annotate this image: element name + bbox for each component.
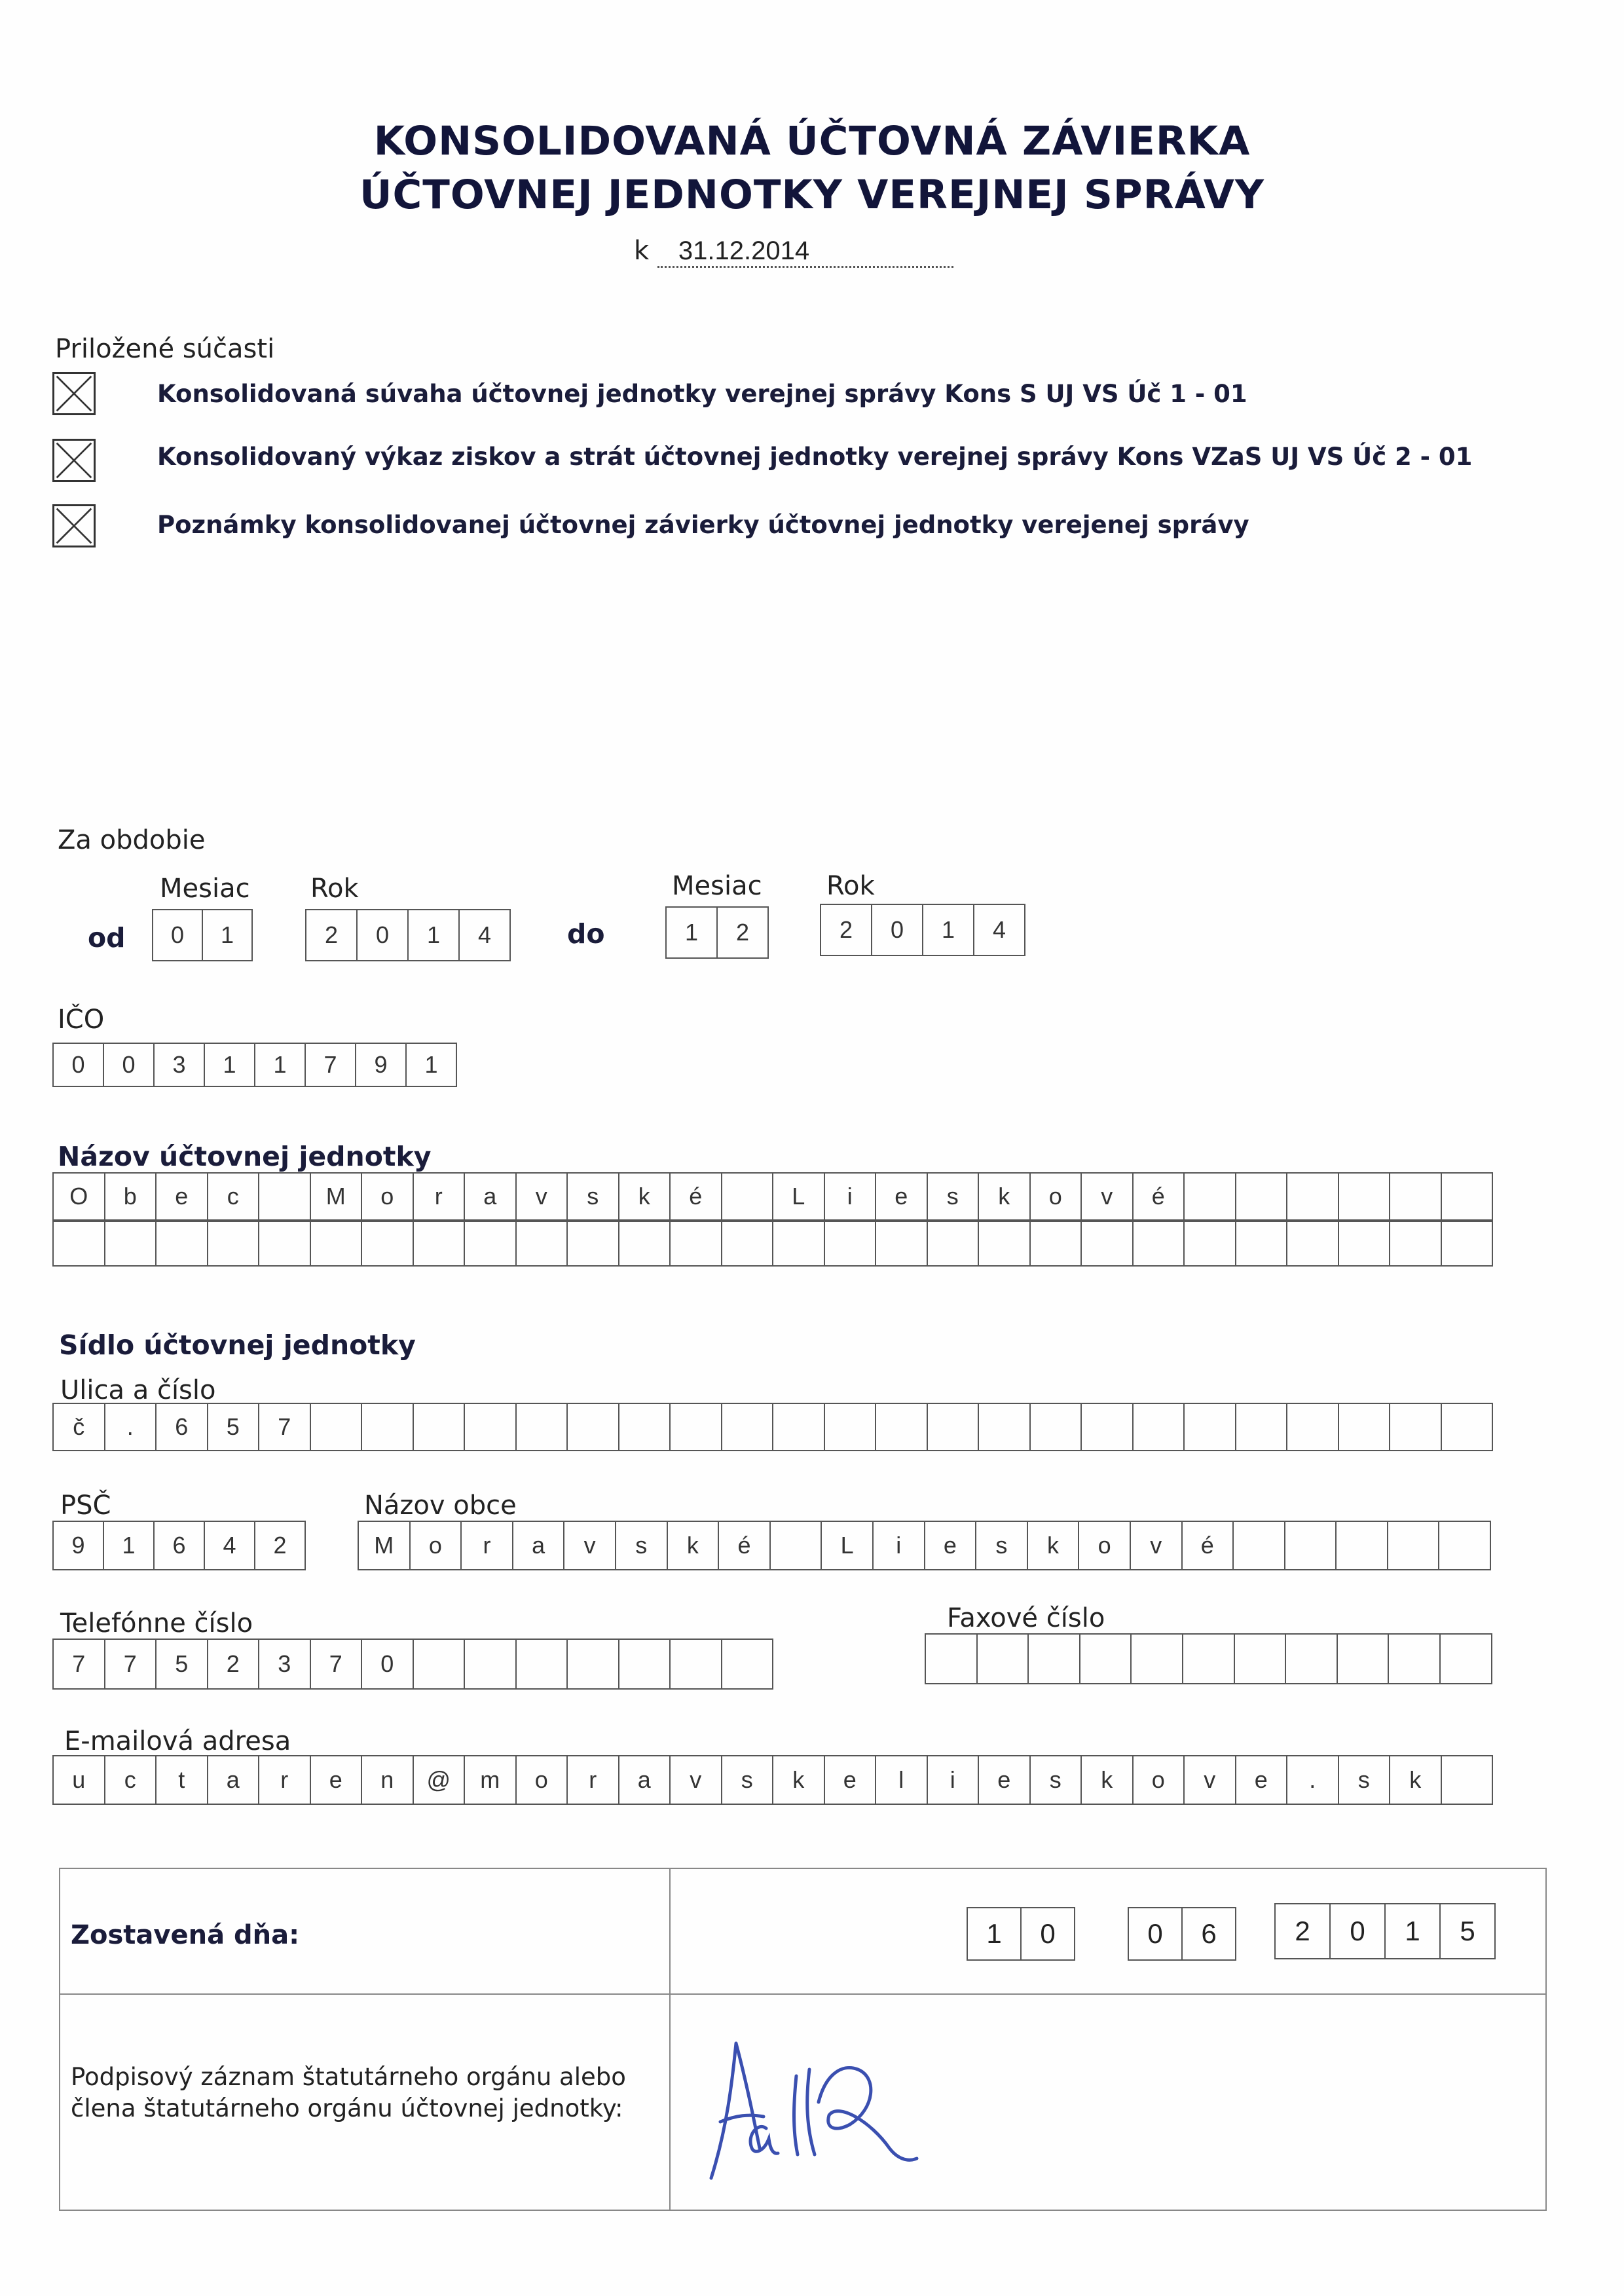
char-box[interactable] xyxy=(722,1222,774,1265)
char-box[interactable]: 1 xyxy=(255,1044,306,1086)
char-box[interactable] xyxy=(1389,1635,1441,1683)
char-box[interactable]: 6 xyxy=(157,1404,208,1450)
fax-label: Faxové číslo xyxy=(947,1603,1105,1633)
handwritten-signature xyxy=(681,2024,930,2187)
entity-name-row-1[interactable] xyxy=(52,1172,1493,1221)
char-box[interactable] xyxy=(1439,1522,1491,1569)
char-box[interactable]: e xyxy=(825,1756,877,1804)
char-box[interactable] xyxy=(1031,1222,1082,1265)
char-box[interactable]: e xyxy=(1236,1756,1288,1804)
char-box[interactable] xyxy=(1029,1635,1080,1683)
char-box[interactable]: k xyxy=(1028,1522,1080,1569)
char-box[interactable]: 7 xyxy=(306,1044,356,1086)
char-box[interactable] xyxy=(259,1174,311,1219)
attachment-label-2: Konsolidovaný výkaz ziskov a strát účtovnej jednotky verejnej správy Kons VZaS UJ VS Úč 2 - 01 xyxy=(157,443,1473,471)
to-label: do xyxy=(567,918,605,950)
char-box[interactable]: i xyxy=(874,1522,925,1569)
char-box[interactable]: 2 xyxy=(1276,1904,1331,1958)
char-box[interactable]: e xyxy=(311,1756,363,1804)
char-box[interactable] xyxy=(1339,1404,1391,1450)
char-box[interactable] xyxy=(671,1404,722,1450)
from-year-boxes[interactable] xyxy=(305,909,511,961)
char-box[interactable]: k xyxy=(668,1522,720,1569)
char-box[interactable]: l xyxy=(876,1756,928,1804)
char-box[interactable]: é xyxy=(671,1174,722,1219)
char-box[interactable]: 0 xyxy=(1331,1904,1386,1958)
closing-date-value: 31.12.2014 xyxy=(657,236,953,268)
compiled-year-boxes[interactable] xyxy=(1274,1903,1496,1959)
char-box[interactable]: 9 xyxy=(356,1044,407,1086)
char-box[interactable]: v xyxy=(1131,1522,1183,1569)
char-box[interactable] xyxy=(773,1404,825,1450)
char-box[interactable] xyxy=(1442,1756,1494,1804)
char-box[interactable] xyxy=(157,1222,208,1265)
char-box[interactable] xyxy=(1337,1522,1388,1569)
char-box[interactable] xyxy=(1286,1635,1338,1683)
char-box[interactable]: 1 xyxy=(968,1908,1022,1959)
title-line-2: ÚČTOVNEJ JEDNOTKY VEREJNEJ SPRÁVY xyxy=(359,172,1265,218)
char-box[interactable] xyxy=(105,1222,157,1265)
checkmark-x-icon xyxy=(54,374,94,413)
char-box[interactable]: i xyxy=(928,1756,980,1804)
phone-boxes[interactable] xyxy=(52,1639,773,1690)
char-box[interactable] xyxy=(517,1640,568,1688)
char-box[interactable]: o xyxy=(362,1174,414,1219)
char-box[interactable] xyxy=(362,1222,414,1265)
street-label: Ulica a číslo xyxy=(60,1375,216,1405)
char-box[interactable]: k xyxy=(619,1174,671,1219)
char-box[interactable] xyxy=(311,1404,363,1450)
char-box[interactable]: 1 xyxy=(407,1044,457,1086)
char-box[interactable] xyxy=(671,1640,722,1688)
char-box[interactable]: e xyxy=(925,1522,977,1569)
char-box[interactable]: @ xyxy=(414,1756,466,1804)
checkmark-x-icon xyxy=(54,506,94,546)
char-box[interactable] xyxy=(1234,1522,1285,1569)
char-box[interactable]: s xyxy=(928,1174,980,1219)
compiled-month-boxes[interactable] xyxy=(1128,1907,1236,1961)
char-box[interactable] xyxy=(619,1640,671,1688)
compiled-label: Zostavená dňa: xyxy=(71,1920,300,1950)
char-box[interactable] xyxy=(1082,1404,1134,1450)
section-divider-vertical xyxy=(669,1868,671,2211)
char-box[interactable]: v xyxy=(671,1756,722,1804)
char-box[interactable] xyxy=(1183,1635,1235,1683)
char-box[interactable] xyxy=(671,1222,722,1265)
closing-date-line xyxy=(634,236,953,268)
char-box[interactable]: é xyxy=(719,1522,771,1569)
char-box[interactable] xyxy=(1442,1404,1494,1450)
char-box[interactable]: k xyxy=(1390,1756,1442,1804)
char-box[interactable]: v xyxy=(564,1522,616,1569)
char-box[interactable]: 3 xyxy=(259,1640,311,1688)
char-box[interactable]: 6 xyxy=(1183,1908,1236,1959)
char-box[interactable]: é xyxy=(1134,1174,1185,1219)
char-box[interactable]: 1 xyxy=(1386,1904,1441,1958)
char-box[interactable]: 0 xyxy=(104,1044,155,1086)
char-box[interactable]: O xyxy=(54,1174,105,1219)
char-box[interactable]: s xyxy=(722,1756,774,1804)
char-box[interactable] xyxy=(1390,1222,1442,1265)
char-box[interactable] xyxy=(1082,1222,1134,1265)
psc-boxes[interactable] xyxy=(52,1521,306,1570)
char-box[interactable] xyxy=(825,1404,877,1450)
char-box[interactable]: k xyxy=(773,1756,825,1804)
closing-date-prefix: k xyxy=(634,236,650,266)
char-box[interactable]: r xyxy=(414,1174,466,1219)
signature-label-line-2: člena štatutárneho orgánu účtovnej jednotky: xyxy=(71,2094,623,2122)
char-box[interactable]: e xyxy=(157,1174,208,1219)
town-boxes[interactable] xyxy=(358,1521,1491,1570)
section-divider-horizontal xyxy=(59,1993,1547,1995)
char-box[interactable]: v xyxy=(1082,1174,1134,1219)
char-box[interactable]: . xyxy=(1287,1756,1339,1804)
char-box[interactable]: u xyxy=(54,1756,105,1804)
char-box[interactable] xyxy=(979,1222,1031,1265)
char-box[interactable] xyxy=(208,1222,260,1265)
char-box[interactable]: o xyxy=(411,1522,462,1569)
char-box[interactable] xyxy=(517,1404,568,1450)
char-box[interactable] xyxy=(1134,1222,1185,1265)
char-box[interactable]: 0 xyxy=(54,1044,104,1086)
char-box[interactable] xyxy=(825,1222,877,1265)
char-box[interactable] xyxy=(1285,1522,1337,1569)
char-box[interactable]: k xyxy=(1082,1756,1134,1804)
char-box[interactable]: L xyxy=(822,1522,874,1569)
char-box[interactable]: a xyxy=(465,1174,517,1219)
char-box[interactable] xyxy=(259,1222,311,1265)
char-box[interactable] xyxy=(1185,1404,1236,1450)
char-box[interactable]: . xyxy=(105,1404,157,1450)
char-box[interactable]: M xyxy=(359,1522,411,1569)
attachment-label-3: Poznámky konsolidovanej účtovnej závierky účtovnej jednotky verejenej správy xyxy=(157,511,1249,539)
phone-label: Telefónne číslo xyxy=(60,1608,253,1639)
char-box[interactable]: 0 xyxy=(358,910,409,960)
char-box[interactable] xyxy=(1338,1635,1390,1683)
char-box[interactable]: o xyxy=(1031,1174,1082,1219)
char-box[interactable]: i xyxy=(825,1174,877,1219)
char-box[interactable]: c xyxy=(105,1756,157,1804)
entity-name-label: Názov účtovnej jednotky xyxy=(58,1141,432,1172)
char-box[interactable]: 5 xyxy=(157,1640,208,1688)
char-box[interactable] xyxy=(517,1222,568,1265)
signature-label-line-1: Podpisový záznam štatutárneho orgánu alebo xyxy=(71,2063,626,2091)
char-box[interactable]: 5 xyxy=(208,1404,260,1450)
char-box[interactable]: e xyxy=(979,1756,1031,1804)
char-box[interactable] xyxy=(1134,1404,1185,1450)
char-box[interactable]: L xyxy=(773,1174,825,1219)
street-boxes[interactable] xyxy=(52,1403,1493,1451)
char-box[interactable]: 6 xyxy=(155,1522,205,1569)
char-box[interactable] xyxy=(876,1404,928,1450)
char-box[interactable] xyxy=(1390,1174,1442,1219)
char-box[interactable]: 7 xyxy=(54,1640,105,1688)
period-heading: Za obdobie xyxy=(58,825,206,855)
char-box[interactable]: o xyxy=(517,1756,568,1804)
char-box[interactable]: v xyxy=(517,1174,568,1219)
char-box[interactable]: r xyxy=(259,1756,311,1804)
char-box[interactable]: 0 xyxy=(1022,1908,1075,1959)
char-box[interactable]: k xyxy=(979,1174,1031,1219)
char-box[interactable]: r xyxy=(568,1756,619,1804)
char-box[interactable]: 1 xyxy=(923,905,974,955)
attachment-label-1: Konsolidovaná súvaha účtovnej jednotky verejnej správy Kons S UJ VS Úč 1 - 01 xyxy=(157,380,1247,408)
char-box[interactable]: 0 xyxy=(872,905,923,955)
char-box[interactable] xyxy=(1339,1174,1391,1219)
char-box[interactable] xyxy=(1080,1635,1132,1683)
char-box[interactable]: 9 xyxy=(54,1522,104,1569)
char-box[interactable] xyxy=(414,1640,466,1688)
email-label: E-mailová adresa xyxy=(64,1726,291,1756)
attachments-heading: Priložené súčasti xyxy=(55,334,275,364)
char-box[interactable]: t xyxy=(157,1756,208,1804)
to-month-boxes[interactable] xyxy=(665,906,769,959)
char-box[interactable] xyxy=(1442,1174,1494,1219)
char-box[interactable] xyxy=(771,1522,822,1569)
char-box[interactable] xyxy=(568,1222,619,1265)
char-box[interactable]: s xyxy=(616,1522,668,1569)
to-year-boxes[interactable] xyxy=(820,904,1025,956)
char-box[interactable]: o xyxy=(1079,1522,1131,1569)
char-box[interactable] xyxy=(1339,1222,1391,1265)
char-box[interactable] xyxy=(54,1222,105,1265)
char-box[interactable] xyxy=(1236,1174,1288,1219)
char-box[interactable]: 4 xyxy=(974,905,1025,955)
char-box[interactable]: n xyxy=(362,1756,414,1804)
char-box[interactable] xyxy=(619,1404,671,1450)
char-box[interactable]: 2 xyxy=(208,1640,260,1688)
seat-heading: Sídlo účtovnej jednotky xyxy=(59,1329,416,1361)
char-box[interactable]: 7 xyxy=(259,1404,311,1450)
char-box[interactable] xyxy=(568,1404,619,1450)
char-box[interactable] xyxy=(773,1222,825,1265)
char-box[interactable] xyxy=(1236,1222,1288,1265)
char-box[interactable]: 1 xyxy=(409,910,460,960)
char-box[interactable] xyxy=(568,1640,619,1688)
char-box[interactable] xyxy=(722,1404,774,1450)
char-box[interactable] xyxy=(722,1640,774,1688)
char-box[interactable]: 1 xyxy=(667,908,718,957)
char-box[interactable]: 4 xyxy=(460,910,511,960)
char-box[interactable] xyxy=(979,1404,1031,1450)
ico-boxes[interactable] xyxy=(52,1043,457,1087)
char-box[interactable] xyxy=(1390,1404,1442,1450)
char-box[interactable]: 2 xyxy=(718,908,769,957)
char-box[interactable]: č xyxy=(54,1404,105,1450)
char-box[interactable]: a xyxy=(619,1756,671,1804)
char-box[interactable]: o xyxy=(1134,1756,1185,1804)
char-box[interactable] xyxy=(978,1635,1029,1683)
char-box[interactable]: 2 xyxy=(306,910,358,960)
char-box[interactable] xyxy=(465,1222,517,1265)
char-box[interactable]: a xyxy=(513,1522,565,1569)
char-box[interactable] xyxy=(414,1404,466,1450)
checkmark-x-icon xyxy=(54,441,94,480)
compiled-day-boxes[interactable] xyxy=(967,1907,1075,1961)
attachment-checkbox-3[interactable] xyxy=(52,504,96,547)
char-box[interactable]: 3 xyxy=(155,1044,205,1086)
char-box[interactable] xyxy=(311,1222,363,1265)
town-label: Názov obce xyxy=(364,1491,517,1521)
char-box[interactable]: m xyxy=(465,1756,517,1804)
from-label: od xyxy=(88,922,126,954)
char-box[interactable] xyxy=(1442,1222,1494,1265)
char-box[interactable] xyxy=(928,1222,980,1265)
char-box[interactable] xyxy=(1031,1404,1082,1450)
char-box[interactable]: s xyxy=(976,1522,1028,1569)
char-box[interactable] xyxy=(619,1222,671,1265)
char-box[interactable]: 4 xyxy=(205,1522,255,1569)
char-box[interactable] xyxy=(362,1404,414,1450)
from-month-boxes[interactable] xyxy=(152,909,253,961)
from-year-label: Rok xyxy=(310,874,359,904)
char-box[interactable]: c xyxy=(208,1174,260,1219)
attachment-checkbox-2[interactable] xyxy=(52,439,96,482)
char-box[interactable]: 1 xyxy=(104,1522,155,1569)
char-box[interactable]: s xyxy=(568,1174,619,1219)
char-box[interactable]: 0 xyxy=(153,910,203,960)
attachment-checkbox-1[interactable] xyxy=(52,372,96,415)
from-month-label: Mesiac xyxy=(160,874,250,904)
char-box[interactable]: v xyxy=(1185,1756,1236,1804)
email-boxes[interactable] xyxy=(52,1755,1493,1805)
char-box[interactable]: 5 xyxy=(1441,1904,1496,1958)
char-box[interactable] xyxy=(926,1635,978,1683)
char-box[interactable]: r xyxy=(462,1522,513,1569)
char-box[interactable]: M xyxy=(311,1174,363,1219)
ico-label: IČO xyxy=(58,1005,105,1035)
char-box[interactable] xyxy=(465,1404,517,1450)
char-box[interactable] xyxy=(414,1222,466,1265)
char-box[interactable]: a xyxy=(208,1756,260,1804)
char-box[interactable]: b xyxy=(105,1174,157,1219)
to-year-label: Rok xyxy=(826,871,875,901)
char-box[interactable] xyxy=(1388,1522,1440,1569)
char-box[interactable]: 7 xyxy=(311,1640,363,1688)
to-month-label: Mesiac xyxy=(672,871,762,901)
title-line-1: KONSOLIDOVANÁ ÚČTOVNÁ ZÁVIERKA xyxy=(373,118,1251,164)
char-box[interactable]: 1 xyxy=(205,1044,255,1086)
psc-label: PSČ xyxy=(60,1491,111,1521)
char-box[interactable]: s xyxy=(1339,1756,1391,1804)
char-box[interactable] xyxy=(1287,1222,1339,1265)
char-box[interactable]: 7 xyxy=(105,1640,157,1688)
char-box[interactable]: 0 xyxy=(1129,1908,1183,1959)
fax-boxes[interactable] xyxy=(925,1633,1492,1684)
char-box[interactable] xyxy=(1132,1635,1183,1683)
char-box[interactable] xyxy=(1185,1174,1236,1219)
char-box[interactable] xyxy=(465,1640,517,1688)
char-box[interactable]: é xyxy=(1183,1522,1234,1569)
char-box[interactable] xyxy=(1236,1404,1288,1450)
entity-name-row-2[interactable] xyxy=(52,1221,1493,1267)
char-box[interactable]: 2 xyxy=(821,905,872,955)
char-box[interactable] xyxy=(1287,1174,1339,1219)
char-box[interactable] xyxy=(1287,1404,1339,1450)
char-box[interactable]: 0 xyxy=(362,1640,414,1688)
char-box[interactable]: s xyxy=(1031,1756,1082,1804)
char-box[interactable] xyxy=(1441,1635,1492,1683)
char-box[interactable] xyxy=(1185,1222,1236,1265)
char-box[interactable] xyxy=(876,1222,928,1265)
char-box[interactable]: e xyxy=(876,1174,928,1219)
char-box[interactable]: 1 xyxy=(203,910,253,960)
char-box[interactable] xyxy=(1235,1635,1287,1683)
char-box[interactable] xyxy=(928,1404,980,1450)
char-box[interactable] xyxy=(722,1174,774,1219)
char-box[interactable]: 2 xyxy=(255,1522,306,1569)
